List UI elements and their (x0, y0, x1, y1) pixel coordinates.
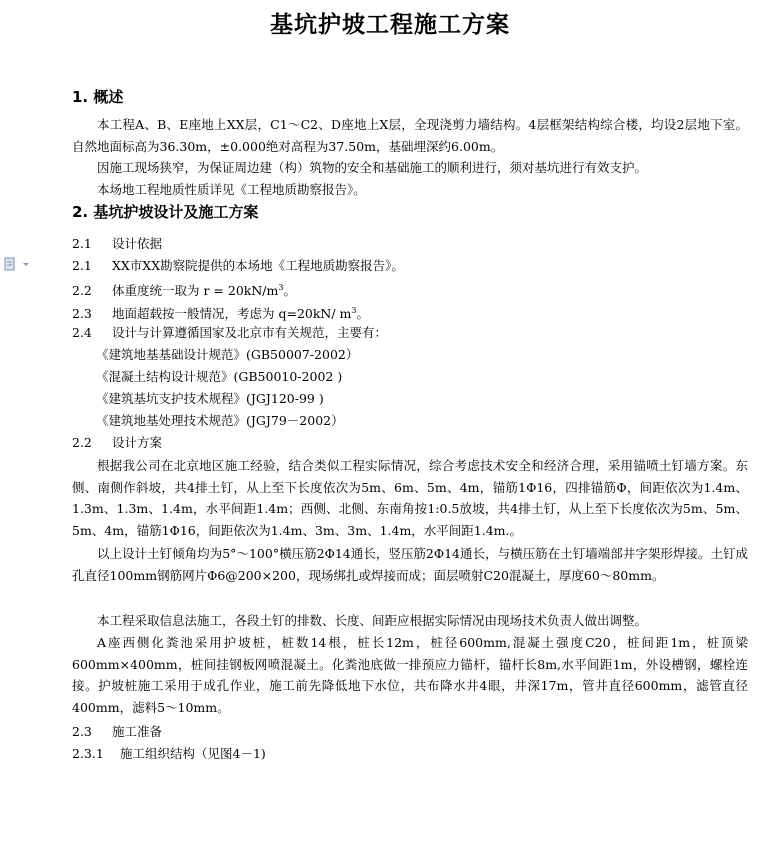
numbered-item (72, 322, 752, 344)
item-text: 设计依据 (112, 236, 163, 251)
design-paragraph: 根据我公司在北京地区施工经验，结合类似工程实际情况，综合考虑技术安全和经济合理，采用锚喷土钉墙方案。东侧、南侧作斜坡，共4排土钉，从上至下长度依次为5m、6m、5m、4m，锚筋1Φ16，四排锚筋Φ，间距依次为1.4m、1.3m、1.3m、1.4m，水平间距1.4m；西侧、北侧、东南角按1:0.5放坡，共4排土钉，从上至下长度依次为5m、5m、5m、4m，锚筋1Φ16，间距依次为1.4m、3m、3m、1.4m，水平间距1.4m.。 (72, 458, 748, 538)
item-text: 体重度统一取为 r = 20kN/m (112, 283, 279, 299)
item-text: 施工准备 (112, 724, 163, 739)
item-number: 2.2 (72, 435, 92, 450)
item-number: 2.4 (72, 325, 92, 340)
item-text-tail: 。 (356, 306, 370, 322)
item-text: 施工组织结构（见图4－1) (120, 746, 266, 761)
numbered-item (72, 721, 752, 743)
superscript: 3 (351, 306, 357, 315)
item-number: 2.3 (72, 724, 92, 739)
numbered-item (72, 233, 752, 255)
item-text: 设计方案 (112, 435, 163, 450)
document-title: 基坑护坡工程施工方案 (270, 12, 510, 38)
norm-item: 《建筑基坑支护技术规程》(JGJ120-99 ) (96, 391, 324, 406)
item-number: 2.1 (72, 258, 92, 273)
numbered-item (72, 255, 752, 277)
norm-item: 《混凝土结构设计规范》(GB50010-2002 ) (96, 369, 343, 384)
design-paragraph: 以上设计土钉倾角均为5°～100°横压筋2Φ14通长，竖压筋2Φ14通长，与横压筋在土钉墙端部井字架形焊接。土钉成孔直径100mm钢筋网片Φ6@200×200，现场绑扎或焊接而成；面层喷射C20混凝土，厚度60～80mm。 (72, 546, 748, 583)
item-text-tail: 。 (283, 283, 296, 299)
item-number: 2.1 (72, 236, 92, 251)
item-number: 2.3 (72, 306, 92, 322)
overview-paragraph: 因施工现场狭窄，为保证周边建（构）筑物的安全和基础施工的顺利进行，须对基坑进行有效支护。 (97, 160, 648, 175)
numbered-item (72, 743, 752, 765)
item-text: 地面超载按一般情况，考虑为 q=20kN/ m (112, 306, 352, 322)
overview-paragraph: 本工程A、B、E座地上XX层，C1～C2、D座地上X层，全现浇剪力墙结构。4层框架结构综合楼，均设2层地下室。自然地面标高为36.30m，±0.000绝对高程为37.50m，基础埋深约6.00m。 (72, 117, 748, 154)
section-heading-overview: 1. 概述 (72, 88, 124, 106)
section-heading-design: 2. 基坑护坡设计及施工方案 (72, 203, 259, 221)
document-margin-icon[interactable] (4, 256, 34, 270)
item-text: XX市XX勘察院提供的本场地《工程地质勘察报告》。 (112, 258, 404, 273)
item-text: 设计与计算遵循国家及北京市有关规范，主要有： (112, 325, 388, 340)
norm-item: 《建筑地基处理技术规范》(JGJ79－2002） (96, 413, 344, 428)
overview-paragraph: 本场地工程地质性质详见《工程地质勘察报告》。 (97, 182, 366, 197)
item-number: 2.3.1 (72, 746, 104, 761)
norm-item: 《建筑地基基础设计规范》(GB50007-2002） (96, 347, 359, 362)
design-paragraph: A座西侧化粪池采用护坡桩，桩数14根，桩长12m，桩径600mm,混凝土强度C20，桩间距1m，桩顶梁600mm×400mm，桩间挂钢板网喷混凝土。化粪池底做一排预应力锚杆，锚杆长8m,水平间距1m，外设槽钢，螺栓连接。护坡桩施工采用于成孔作业，施工前先降低地下水位，共布降水井4眼，井深17m，管井直径600mm，滤管直径400mm，滤料5～10mm。 (72, 635, 748, 715)
design-paragraph: 本工程采取信息法施工，各段土钉的排数、长度、间距应根据实际情况由现场技术负责人做出调整。 (97, 613, 648, 628)
numbered-item (72, 432, 752, 454)
superscript: 3 (278, 283, 284, 292)
item-number: 2.2 (72, 283, 92, 299)
numbered-item (72, 277, 752, 302)
